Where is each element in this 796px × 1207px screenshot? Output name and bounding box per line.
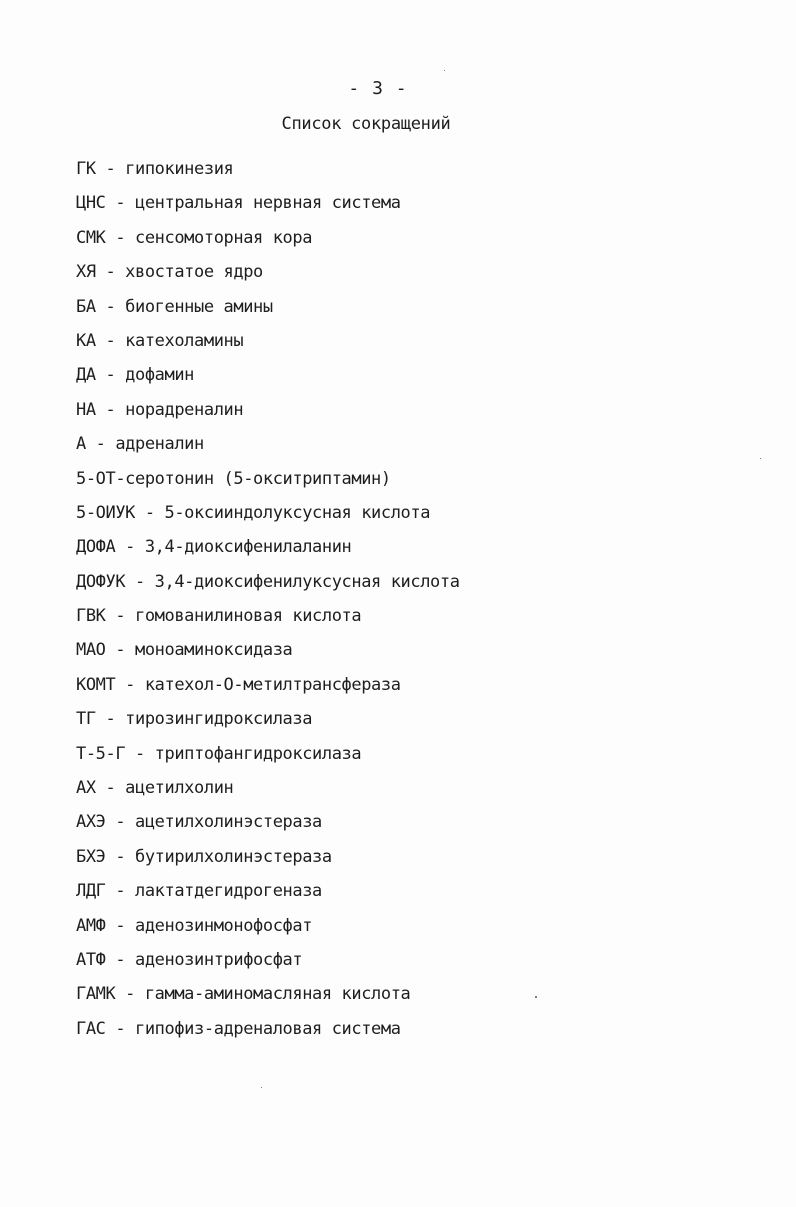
abbreviation-item: 5-ОТ-серотонин (5-окситриптамин) — [76, 468, 391, 489]
scan-speck — [535, 996, 537, 998]
abbreviation-item: ГК - гипокинезия — [76, 159, 234, 179]
scan-speck — [760, 458, 761, 459]
abbreviation-list — [76, 156, 460, 1050]
abbreviation-item: ДОФУК - 3,4-диоксифенилуксусная кислота — [76, 571, 460, 592]
abbreviation-item: ЦНС - центральная нервная система — [76, 193, 401, 214]
abbreviation-item: НА - норадреналин — [76, 399, 244, 420]
abbreviation-item: ЛДГ - лактатдегидрогеназа — [76, 881, 322, 902]
abbreviation-item: АМФ - аденозинмонофосфат — [76, 915, 313, 936]
abbreviation-item: АХЭ - ацетилхолинэстераза — [76, 812, 322, 833]
abbreviation-item: БХЭ - бутирилхолинэстераза — [76, 846, 332, 867]
abbreviation-item: ХЯ - хвостатое ядро — [76, 262, 263, 283]
page-number: - 3 - — [348, 78, 408, 99]
abbreviation-item: А - адреналин — [76, 434, 204, 455]
abbreviation-item: СМК - сенсомоторная кора — [76, 227, 313, 248]
abbreviation-item: ДА - дофамин — [76, 365, 195, 386]
abbreviation-item: МАО - моноаминоксидаза — [76, 640, 293, 661]
abbreviation-item: ДОФА - 3,4-диоксифенилаланин — [76, 537, 352, 558]
abbreviation-item: Т-5-Г - триптофангидроксилаза — [76, 743, 362, 764]
abbreviation-item: ТГ - тирозингидроксилаза — [76, 709, 313, 730]
abbreviation-item: БА - биогенные амины — [76, 296, 273, 317]
abbreviation-item: 5-ОИУК - 5-оксииндолуксусная кислота — [76, 502, 431, 523]
scan-speck — [261, 1087, 262, 1088]
abbreviation-item: ГАС - гипофиз-адреналовая система — [76, 1018, 401, 1039]
abbreviation-item: АХ - ацетилхолин — [76, 778, 234, 799]
abbreviation-item: КА - катехоламины — [76, 330, 244, 351]
scan-speck — [444, 70, 445, 71]
abbreviation-item: КОМТ - катехол-О-метилтрансфераза — [76, 674, 401, 695]
abbreviation-item: ГАМК - гамма-аминомасляная кислота — [76, 984, 411, 1005]
abbreviation-item: АТФ - аденозинтрифосфат — [76, 949, 303, 970]
page-title: Список сокращений — [281, 114, 451, 134]
abbreviation-item: ГВК - гомованилиновая кислота — [76, 606, 362, 627]
